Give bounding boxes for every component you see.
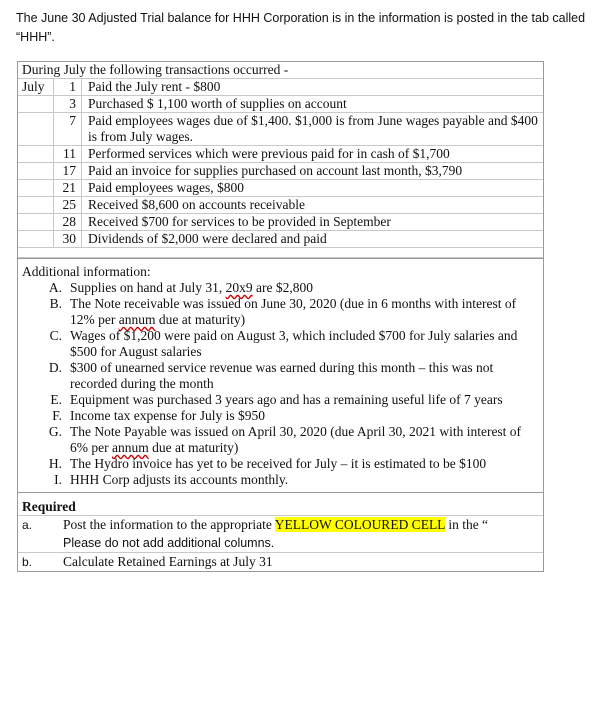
transactions-table (17, 61, 544, 572)
spacer-row (18, 248, 543, 258)
transaction-cell: Performed services which were previous paid for in cash of $1,700 (88, 146, 450, 161)
list-item: H. The Hydro invoice has yet to be received for July – it is estimated to be $100 (48, 456, 487, 471)
required-item-b: b. Calculate Retained Earnings at July 31 (18, 552, 543, 571)
required-item-a: a. Post the information to the appropriate YELLOW COLOURED CELL in the “ Please do not add additional columns. (18, 515, 543, 552)
table-row (18, 180, 543, 197)
required-heading: Required (22, 499, 76, 514)
month-cell: July (18, 79, 54, 95)
transaction-cell: Paid the July rent - $800 (88, 79, 221, 94)
day-cell: 17 (54, 163, 82, 179)
list-item: C. Wages of $1,200 were paid on August 3, which included $700 for July salaries and $500 for August salaries (49, 328, 518, 359)
transaction-cell: Received $700 for services to be provided in September (88, 214, 391, 229)
transaction-cell: Paid employees wages due of $1,400. $1,000 is from June wages payable and $400 is from July wages. (88, 113, 538, 144)
day-cell: 21 (54, 180, 82, 196)
table-row (18, 197, 543, 214)
table-row (18, 79, 543, 96)
table-heading: During July the following transactions occurred - (22, 62, 289, 77)
table-row (18, 231, 543, 248)
list-item: I. HHH Corp adjusts its accounts monthly. (54, 472, 289, 487)
day-cell: 3 (54, 96, 82, 112)
day-cell: 30 (54, 231, 82, 247)
table-row (18, 146, 543, 163)
list-item: F. Income tax expense for July is $950 (52, 408, 265, 423)
additional-heading: Additional information: (22, 264, 151, 279)
list-item: G. The Note Payable was issued on April 30, 2020 (due April 30, 2021 with interest of 6% per annum due at maturity) (48, 424, 522, 455)
intro-text: The June 30 Adjusted Trial balance for HHH Corporation is in the information is posted in the tab called “HHH”. (16, 11, 586, 44)
table-row (18, 163, 543, 180)
day-cell: 1 (54, 79, 82, 95)
list-item: B. The Note receivable was issued on June 30, 2020 (due in 6 months with interest of 12% per annum due at maturity) (49, 296, 517, 327)
day-cell: 28 (54, 214, 82, 230)
day-cell: 25 (54, 197, 82, 213)
day-cell: 7 (54, 113, 82, 145)
transaction-cell: Paid an invoice for supplies purchased on account last month, $3,790 (88, 163, 463, 178)
list-item: D. $300 of unearned service revenue was earned during this month – this was not recorded during the month (48, 360, 494, 391)
transaction-cell: Paid employees wages, $800 (88, 180, 244, 195)
table-row (18, 214, 543, 231)
transaction-cell: Dividends of $2,000 were declared and paid (88, 231, 327, 246)
additional-list (22, 280, 539, 488)
table-row (18, 113, 543, 146)
list-item: E. Equipment was purchased 3 years ago and has a remaining useful life of 7 years (50, 392, 503, 407)
required-section (18, 493, 543, 571)
table-row (18, 96, 543, 113)
list-item: A. Supplies on hand at July 31, 20x9 are $2,800 (48, 280, 313, 295)
table-heading-row (18, 62, 543, 79)
additional-information (18, 258, 543, 493)
transaction-cell: Received $8,600 on accounts receivable (88, 197, 306, 212)
transaction-cell: Purchased $ 1,100 worth of supplies on account (88, 96, 347, 111)
day-cell: 11 (54, 146, 82, 162)
yellow-highlight: YELLOW COLOURED CELL (274, 517, 445, 532)
